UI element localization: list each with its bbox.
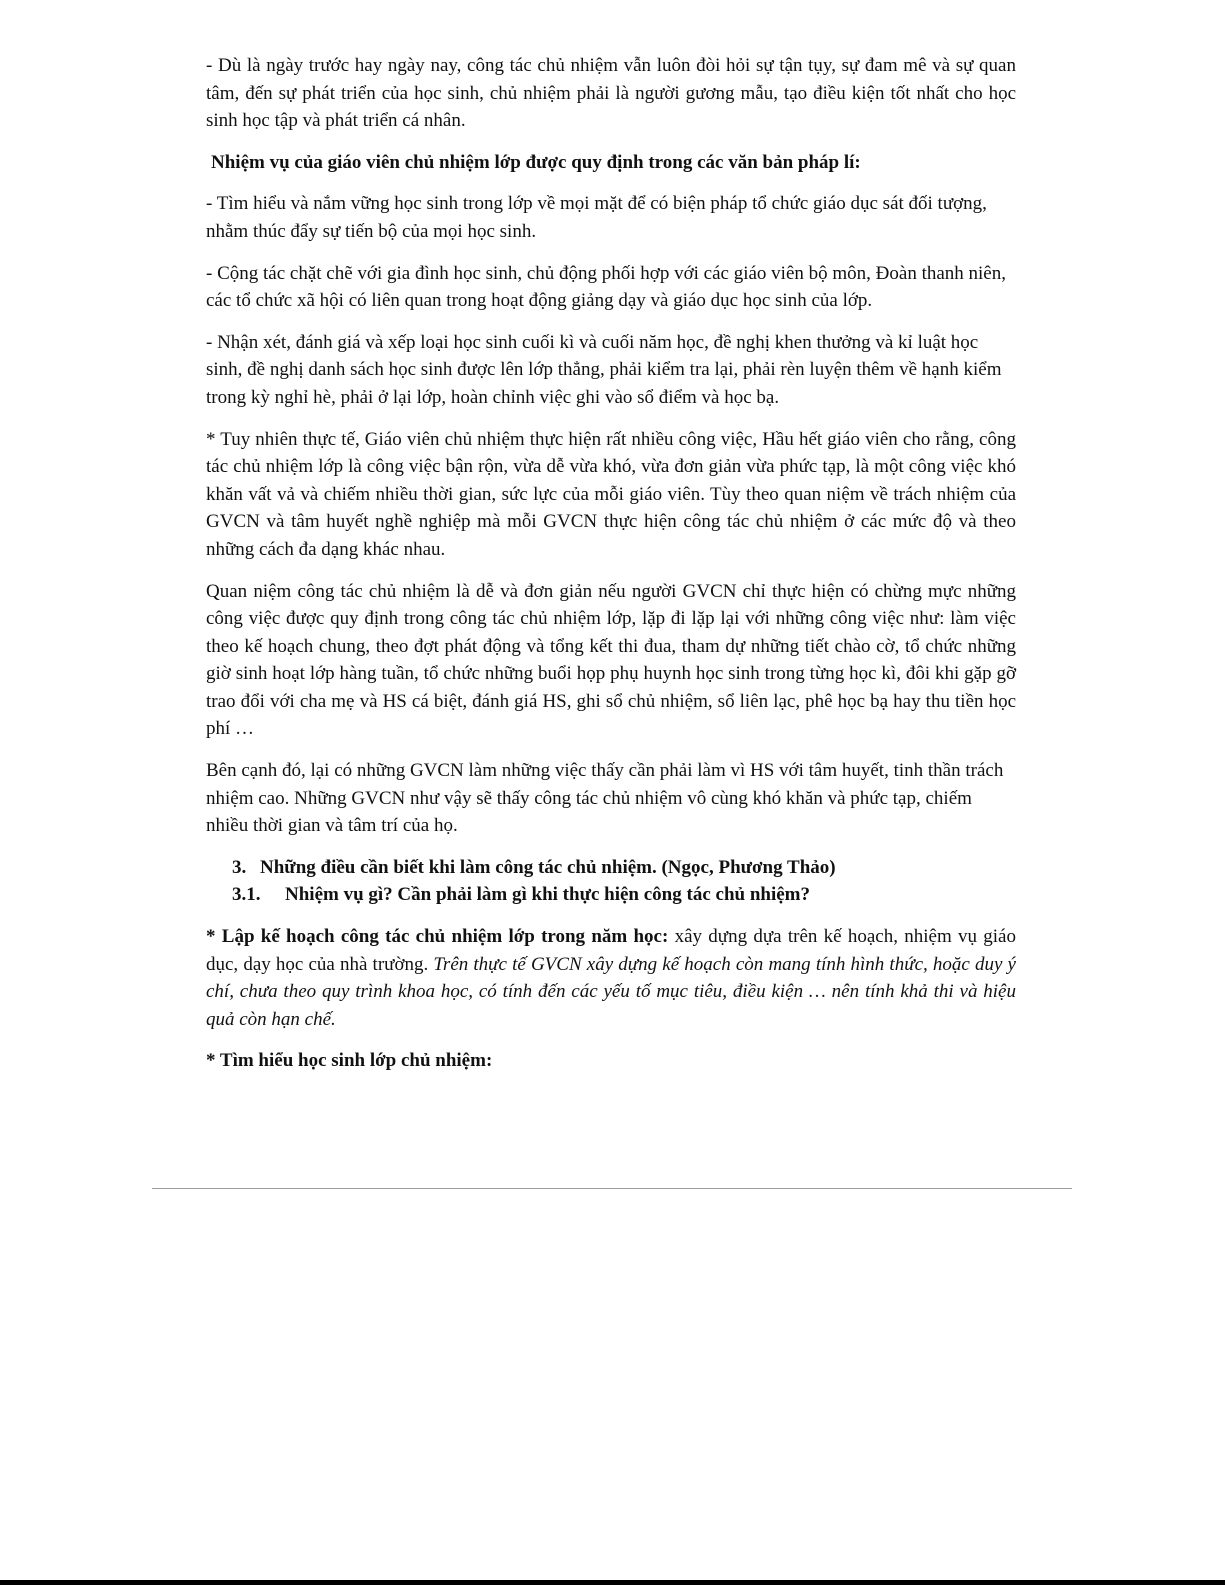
planning-lead: * Lập kế hoạch công tác chủ nhiệm lớp trong năm học: (206, 926, 669, 948)
section-3-1-heading (206, 881, 1016, 909)
document-page (206, 52, 1016, 1089)
heading-understand-class: * Tìm hiểu học sinh lớp chủ nhiệm: (206, 1050, 493, 1072)
section-3-1-title: Nhiệm vụ gì? Cần phải làm gì khi thực hiện công tác chủ nhiệm? (285, 884, 810, 906)
section-3-1-number: 3.1. (232, 884, 261, 906)
section-3-title: Những điều cần biết khi làm công tác chủ nhiệm. (Ngọc, Phương Thảo) (260, 856, 836, 878)
paragraph-duty-understand-students: - Tìm hiểu và nắm vững học sinh trong lớp về mọi mặt để có biện pháp tổ chức giáo dục sát đối tượng, nhằm thúc đẩy sự tiến bộ của mọi học sinh. (206, 193, 987, 242)
section-3-heading (206, 854, 1016, 882)
planning-note: Trên thực tế GVCN xây dựng kế hoạch còn mang tính hình thức, hoặc duy ý chí, chưa theo quy trình khoa học, có tính đến các yếu tố mục tiêu, điều kiện … nên tính khả thi và hiệu quả còn hạn chế. (206, 953, 1016, 1030)
planning-text: xây dựng dựa trên kế hoạch, nhiệm vụ giáo dục, dạy học của nhà trường. (206, 926, 1016, 975)
bottom-edge-bar (0, 1580, 1225, 1585)
page-divider (152, 1188, 1072, 1189)
paragraph-reality: * Tuy nhiên thực tế, Giáo viên chủ nhiệm thực hiện rất nhiều công việc, Hầu hết giáo viên cho rằng, công tác chủ nhiệm lớp là công việc bận rộn, vừa dễ vừa khó, vừa đơn giản vừa phức tạp, là một công việc khó khăn vất vả và chiếm nhiều thời gian, sức lực của mỗi giáo viên. Tùy theo quan niệm về trách nhiệm của GVCN và tâm huyết nghề nghiệp mà mỗi GVCN thực hiện công tác chủ nhiệm ở các mức độ và theo những cách đa dạng khác nhau. (206, 428, 1016, 560)
paragraph-dedicated-teachers: Bên cạnh đó, lại có những GVCN làm những việc thấy cần phải làm vì HS với tâm huyết, tinh thần trách nhiệm cao. Những GVCN như vậy sẽ thấy công tác chủ nhiệm vô cùng khó khăn và phức tạp, chiếm nhiều thời gian và tâm trí của họ. (206, 760, 1004, 837)
heading-homeroom-duties: Nhiệm vụ của giáo viên chủ nhiệm lớp được quy định trong các văn bản pháp lí: (211, 151, 861, 173)
paragraph-planning (206, 923, 1016, 1033)
paragraph-conception: Quan niệm công tác chủ nhiệm là dễ và đơn giản nếu người GVCN chỉ thực hiện có chừng mực những công việc được quy định trong công tác chủ nhiệm lớp, lặp đi lặp lại với những công việc như: làm việc theo kế hoạch chung, theo đợt phát động và tổng kết thi đua, tham dự những tiết chào cờ, tổ chức những giờ sinh hoạt lớp hàng tuần, tổ chức những buổi họp phụ huynh học sinh trong từng học kì, đôi khi gặp gỡ trao đổi với cha mẹ và HS cá biệt, đánh giá HS, ghi sổ chủ nhiệm, sổ liên lạc, phê học bạ hay thu tiền học phí … (206, 580, 1016, 740)
section-3-number: 3. (232, 856, 247, 878)
section-headings (206, 854, 1016, 909)
paragraph-teacher-dedication: - Dù là ngày trước hay ngày nay, công tác chủ nhiệm vẫn luôn đòi hỏi sự tận tụy, sự đam mê và sự quan tâm, đến sự phát triển của học sinh, chủ nhiệm phải là người gương mẫu, tạo điều kiện tốt nhất cho học sinh học tập và phát triển cá nhân. (206, 55, 1016, 132)
paragraph-duty-cooperate: - Cộng tác chặt chẽ với gia đình học sinh, chủ động phối hợp với các giáo viên bộ môn, Đoàn thanh niên, các tổ chức xã hội có liên quan trong hoạt động giảng dạy và giáo dục học sinh của lớp. (206, 262, 1006, 312)
paragraph-duty-evaluate: - Nhận xét, đánh giá và xếp loại học sinh cuối kì và cuối năm học, đề nghị khen thưởng và kỉ luật học sinh, đề nghị danh sách học sinh được lên lớp thẳng, phải kiểm tra lại, phải rèn luyện thêm về hạnh kiểm trong kỳ nghỉ hè, phải ở lại lớp, hoàn chỉnh việc ghi vào sổ điểm và học bạ. (206, 331, 1002, 408)
